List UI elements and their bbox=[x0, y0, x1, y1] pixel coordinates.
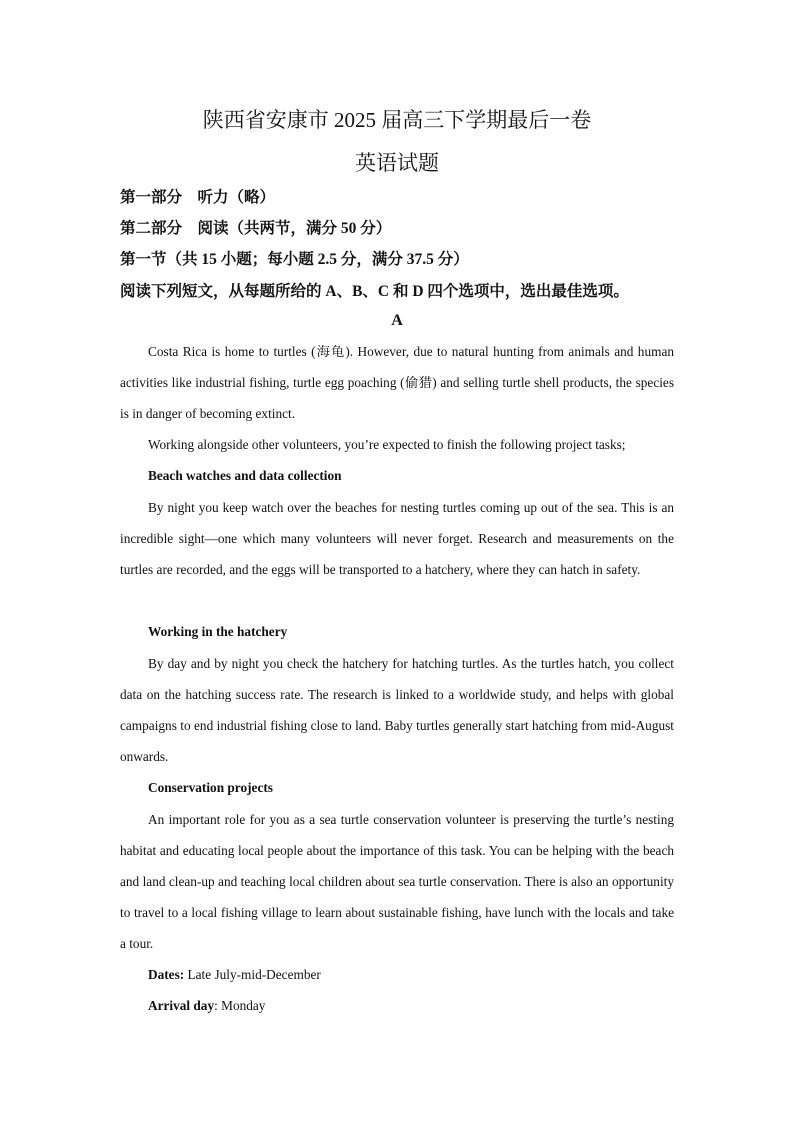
beach-watches-heading: Beach watches and data collection bbox=[148, 468, 342, 483]
section1-heading: 第一节（共 15 小题；每小题 2.5 分，满分 37.5 分） bbox=[120, 251, 469, 268]
hatchery-text: By day and by night you check the hatchery for hatching turtles. As the turtles hatch, you collect data on the hatching success rate. The research is linked to a worldwide study, and helps with global campaigns to end industrial fishing close to land. Baby turtles generally start hatching from mid-August onwards. bbox=[120, 656, 674, 764]
exam-title: 陕西省安康市 2025 届高三下学期最后一卷 bbox=[202, 108, 592, 132]
dates-value: Late July-mid-December bbox=[184, 967, 321, 982]
exam-subtitle: 英语试题 bbox=[355, 151, 439, 175]
conservation-paragraph bbox=[120, 804, 674, 959]
arrival-label: Arrival day bbox=[148, 998, 215, 1013]
beach-watches-paragraph bbox=[120, 492, 674, 585]
directions-text: 阅读下列短文，从每题所给的 A、B、C 和 D 四个选项中，选出最佳选项。 bbox=[120, 283, 629, 300]
hatchery-paragraph bbox=[120, 648, 674, 772]
arrival-value: : Monday bbox=[214, 998, 266, 1013]
part1-heading: 第一部分 听力（略） bbox=[120, 189, 276, 206]
passage-label: A bbox=[391, 312, 403, 329]
intro-paragraph-1-text: Costa Rica is home to turtles (海龟). However, due to natural hunting from animals and human activities like industrial fishing, turtle egg poaching (偷猎) and selling turtle shell products, the species is in danger of becoming extinct. bbox=[120, 344, 674, 421]
arrival-line bbox=[148, 998, 265, 1014]
beach-watches-text: By night you keep watch over the beaches for nesting turtles coming up out of the sea. This is an incredible sight—one which many volunteers will never forget. Research and measurements on the turtles are recorded, and the eggs will be transported to a hatchery, where they can hatch in safety. bbox=[120, 500, 674, 577]
dates-line bbox=[148, 967, 321, 983]
hatchery-heading: Working in the hatchery bbox=[148, 624, 288, 639]
intro-paragraph-2-text: Working alongside other volunteers, you’re expected to finish the following project tasks; bbox=[148, 437, 626, 452]
intro-paragraph-1 bbox=[120, 336, 674, 429]
part2-heading: 第二部分 阅读（共两节，满分 50 分） bbox=[120, 220, 392, 237]
intro-paragraph-2 bbox=[120, 429, 674, 460]
conservation-text: An important role for you as a sea turtle conservation volunteer is preserving the turtle’s nesting habitat and educating local people about the importance of this task. You can be helping with the beach and land clean-up and teaching local children about sea turtle conservation. There is also an opportunity to travel to a local fishing village to learn about sustainable fishing, have lunch with the locals and take a tour. bbox=[120, 812, 674, 951]
conservation-heading: Conservation projects bbox=[148, 780, 273, 795]
dates-label: Dates: bbox=[148, 967, 185, 982]
